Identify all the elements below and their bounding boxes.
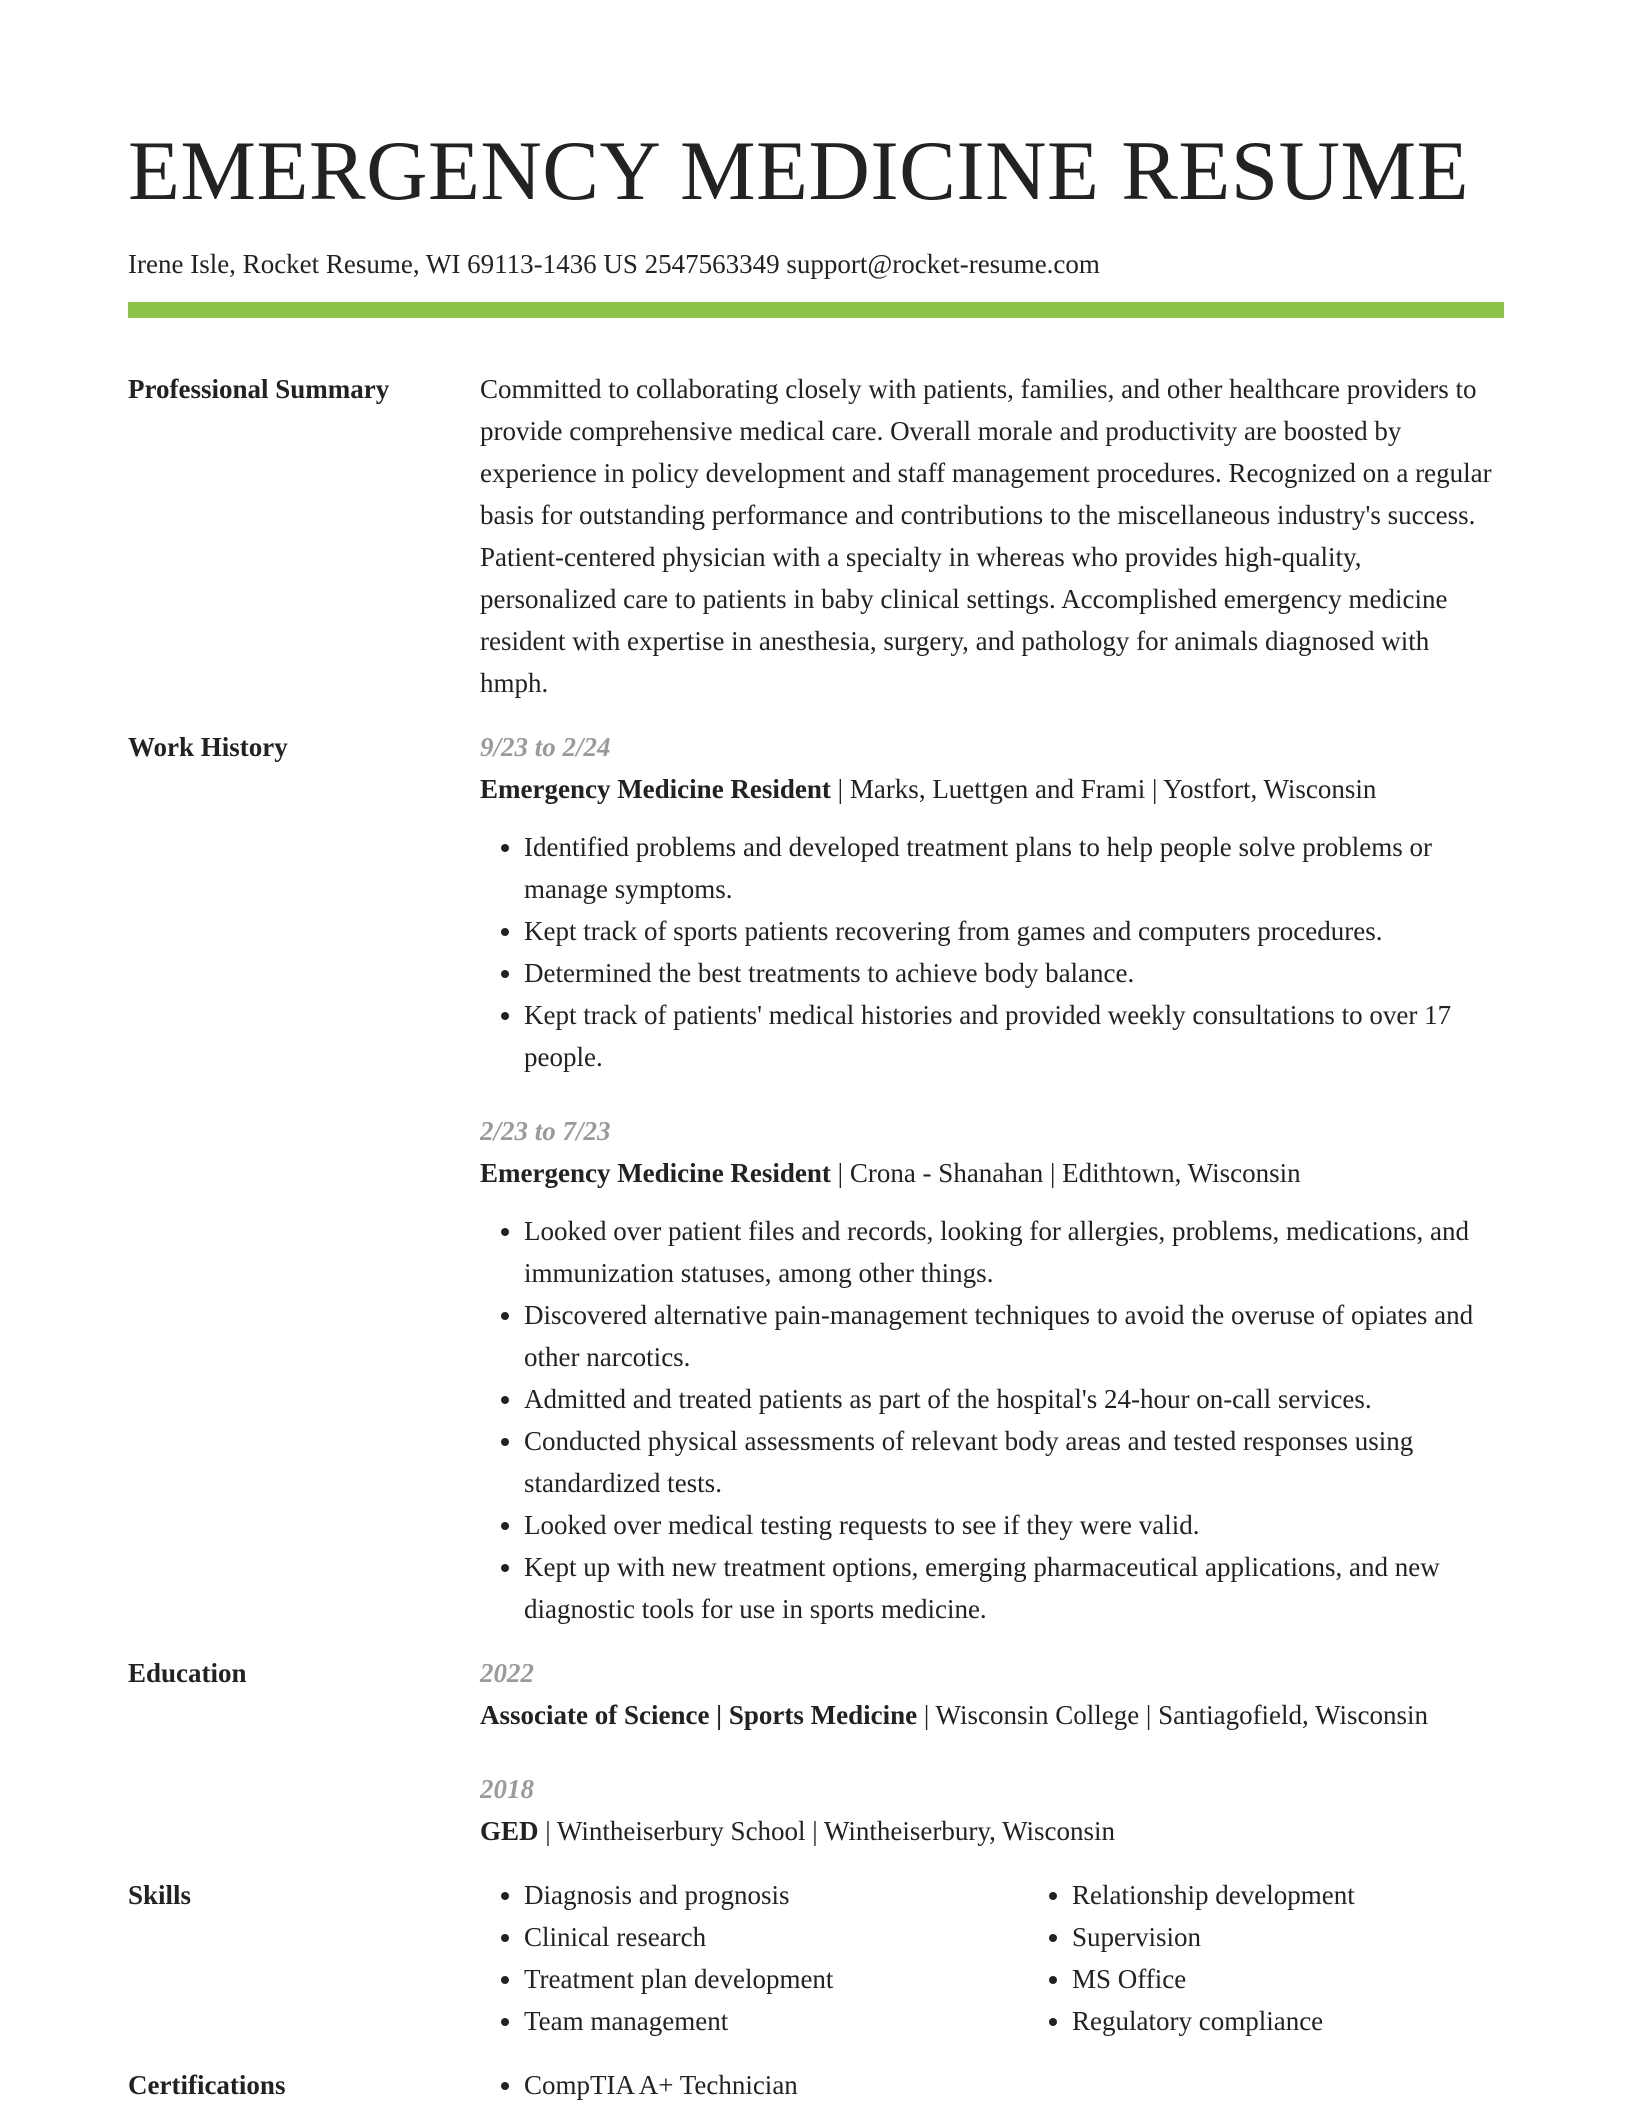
section-label-work-history: Work History	[128, 732, 288, 762]
list-item: • Kept up with new treatment options, emerging pharmaceutical applications, and new diagnostic tools for use in sports medicine.	[524, 1546, 1504, 1630]
skill-item: • Team management	[524, 2000, 1028, 2042]
skill-item: • Relationship development	[1072, 1874, 1576, 1916]
job-heading	[480, 1152, 1504, 1194]
list-item: • Kept track of patients' medical histories and provided weekly consultations to over 17 people.	[524, 994, 1504, 1078]
skills-list-left	[480, 1874, 1028, 2042]
skills-columns	[480, 1874, 1576, 2042]
summary-section	[128, 368, 1504, 704]
section-label-skills: Skills	[128, 1880, 192, 1910]
job-title: Emergency Medicine Resident	[480, 774, 831, 804]
education-entry	[480, 1768, 1504, 1852]
list-item: • Admitted and treated patients as part of the hospital's 24-hour on-call services.	[524, 1378, 1504, 1420]
certifications-section	[128, 2064, 1504, 2106]
skill-item: • Regulatory compliance	[1072, 2000, 1576, 2042]
job-details: | Marks, Luettgen and Frami | Yostfort, Wisconsin	[830, 774, 1377, 804]
resume-page	[128, 0, 1504, 2106]
list-item: • Discovered alternative pain-management techniques to avoid the overuse of opiates and other narcotics.	[524, 1294, 1504, 1378]
list-item: • Conducted physical assessments of relevant body areas and tested responses using standardized tests.	[524, 1420, 1504, 1504]
education-entry	[480, 1652, 1504, 1736]
skill-item: • Treatment plan development	[524, 1958, 1028, 2000]
list-item: • Kept track of sports patients recovering from games and computers procedures.	[524, 910, 1504, 952]
job-entry	[480, 1110, 1504, 1630]
certifications-list	[480, 2064, 1504, 2106]
job-details: | Crona - Shanahan | Edithtown, Wisconsin	[830, 1158, 1301, 1188]
skills-section	[128, 1874, 1504, 2042]
job-bullets	[480, 826, 1504, 1078]
list-item: • Identified problems and developed treatment plans to help people solve problems or manage symptoms.	[524, 826, 1504, 910]
section-label-education: Education	[128, 1658, 247, 1688]
skill-item: • MS Office	[1072, 1958, 1576, 2000]
job-entry	[480, 726, 1504, 1078]
work-history-section	[128, 726, 1504, 1630]
education-degree: GED	[480, 1816, 539, 1846]
summary-text: Committed to collaborating closely with patients, families, and other healthcare providers to provide comprehensive medical care. Overall morale and productivity are boosted by experience in policy development and staff management procedures. Recognized on a regular basis for outstanding performance and contributions to the miscellaneous industry's success. Patient-centered physician with a specialty in whereas who provides high-quality, personalized care to patients in baby clinical settings. Accomplished emergency medicine resident with expertise in anesthesia, surgery, and pathology for animals diagnosed with hmph.	[480, 374, 1492, 698]
education-date: 2018	[480, 1774, 534, 1804]
skill-item: • Clinical research	[524, 1916, 1028, 1958]
section-label-certifications: Certifications	[128, 2070, 286, 2100]
contact-info: Irene Isle, Rocket Resume, WI 69113-1436 US 2547563349 support@rocket-resume.com	[128, 249, 1100, 279]
list-item: • Looked over medical testing requests to see if they were valid.	[524, 1504, 1504, 1546]
list-item: • Looked over patient files and records, looking for allergies, problems, medications, and immunization statuses, among other things.	[524, 1210, 1504, 1294]
skill-item: • Supervision	[1072, 1916, 1576, 1958]
certification-item: • CompTIA A+ Technician	[524, 2064, 1504, 2106]
education-heading	[480, 1810, 1504, 1852]
education-heading	[480, 1694, 1504, 1736]
education-degree: Associate of Science | Sports Medicine	[480, 1700, 918, 1730]
skills-list-right	[1028, 1874, 1576, 2042]
job-date: 2/23 to 7/23	[480, 1116, 611, 1146]
resume-title: EMERGENCY MEDICINE RESUME	[128, 124, 1469, 218]
list-item: • Determined the best treatments to achieve body balance.	[524, 952, 1504, 994]
section-label-summary: Professional Summary	[128, 374, 390, 404]
job-bullets	[480, 1210, 1504, 1630]
job-heading	[480, 768, 1504, 810]
skill-item: • Diagnosis and prognosis	[524, 1874, 1028, 1916]
job-date: 9/23 to 2/24	[480, 732, 611, 762]
education-details: | Wintheiserbury School | Wintheiserbury, Wisconsin	[538, 1816, 1115, 1846]
education-section	[128, 1652, 1504, 1852]
education-details: | Wisconsin College | Santiagofield, Wisconsin	[917, 1700, 1428, 1730]
job-title: Emergency Medicine Resident	[480, 1158, 831, 1188]
education-date: 2022	[480, 1658, 534, 1688]
accent-divider	[128, 302, 1504, 318]
